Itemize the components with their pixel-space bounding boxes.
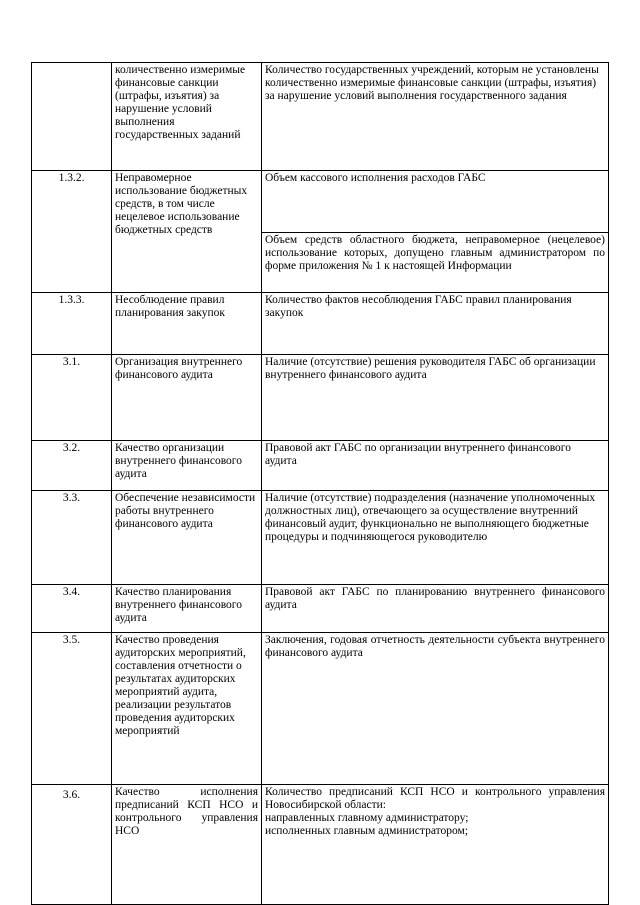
criteria-line: исполненных главным администратором;: [265, 825, 469, 837]
table-row: [32, 441, 609, 491]
indicator-name: Неправомерное использование бюджетных средств, в том числе нецелевое использование бюджетных средств: [112, 171, 262, 293]
criteria-text: Правовой акт ГАБС по организации внутреннего финансового аудита: [262, 441, 609, 491]
row-number: 3.4.: [32, 585, 112, 633]
criteria-text: Количество фактов несоблюдения ГАБС правил планирования закупок: [262, 293, 609, 355]
table-row: [32, 633, 609, 785]
table-row: [32, 293, 609, 355]
criteria-text: Наличие (отсутствие) решения руководителя ГАБС об организации внутреннего финансового аудита: [262, 355, 609, 441]
row-number: 1.3.2.: [32, 171, 112, 293]
table-row: [32, 491, 609, 585]
row-number: 3.1.: [32, 355, 112, 441]
indicator-name: Обеспечение независимости работы внутреннего финансового аудита: [112, 491, 262, 585]
indicator-name: Качество организации внутреннего финансового аудита: [112, 441, 262, 491]
indicator-name: Организация внутреннего финансового аудита: [112, 355, 262, 441]
table-row: [32, 785, 609, 905]
row-number: 1.3.3.: [32, 293, 112, 355]
criteria-text: Заключения, годовая отчетность деятельности субъекта внутреннего финансового аудита: [262, 633, 609, 785]
table-row: [32, 355, 609, 441]
criteria-text: Объем средств областного бюджета, неправомерное (нецелевое) использование которых, допущено главным администратором по форме приложения № 1 к настоящей Информации: [262, 233, 609, 293]
criteria-text: Объем кассового исполнения расходов ГАБС: [262, 171, 609, 233]
criteria-line: направленных главному администратору;: [265, 812, 469, 824]
criteria-text: Количество предписаний КСП НСО и контрольного управления Новосибирской области:: [265, 786, 605, 811]
table-row: [32, 171, 609, 233]
indicator-name: количественно измеримые финансовые санкции (штрафы, изъятия) за нарушение условий выполнения государственных заданий: [112, 63, 262, 171]
row-number: 3.5.: [32, 633, 112, 785]
criteria-cell: [262, 785, 609, 905]
row-number: [32, 63, 112, 171]
table-row: [32, 63, 609, 171]
indicator-name: Качество планирования внутреннего финансового аудита: [112, 585, 262, 633]
row-number: 3.3.: [32, 491, 112, 585]
indicators-table: [31, 62, 609, 905]
indicator-name: Качество проведения аудиторских мероприятий, составления отчетности о результатах аудиторских мероприятий аудита, реализации результатов проведения аудиторских мероприятий: [112, 633, 262, 785]
table-row: [32, 585, 609, 633]
row-number: 3.6.: [32, 785, 112, 905]
criteria-text: Количество государственных учреждений, которым не установлены количественно измеримые финансовые санкции (штрафы, изъятия) за нарушение условий выполнения государственного задания: [262, 63, 609, 171]
criteria-text: Правовой акт ГАБС по планированию внутреннего финансового аудита: [262, 585, 609, 633]
indicator-name: Несоблюдение правил планирования закупок: [112, 293, 262, 355]
criteria-text: Наличие (отсутствие) подразделения (назначение уполномоченных должностных лиц), отвечающего за осуществление внутренний финансовый аудит, функционально не выполняющего бюджетные процедуры и подчиняющегося руководителю: [262, 491, 609, 585]
indicator-name: Качество исполнения предписаний КСП НСО и контрольного управления НСО: [112, 785, 262, 905]
row-number: 3.2.: [32, 441, 112, 491]
